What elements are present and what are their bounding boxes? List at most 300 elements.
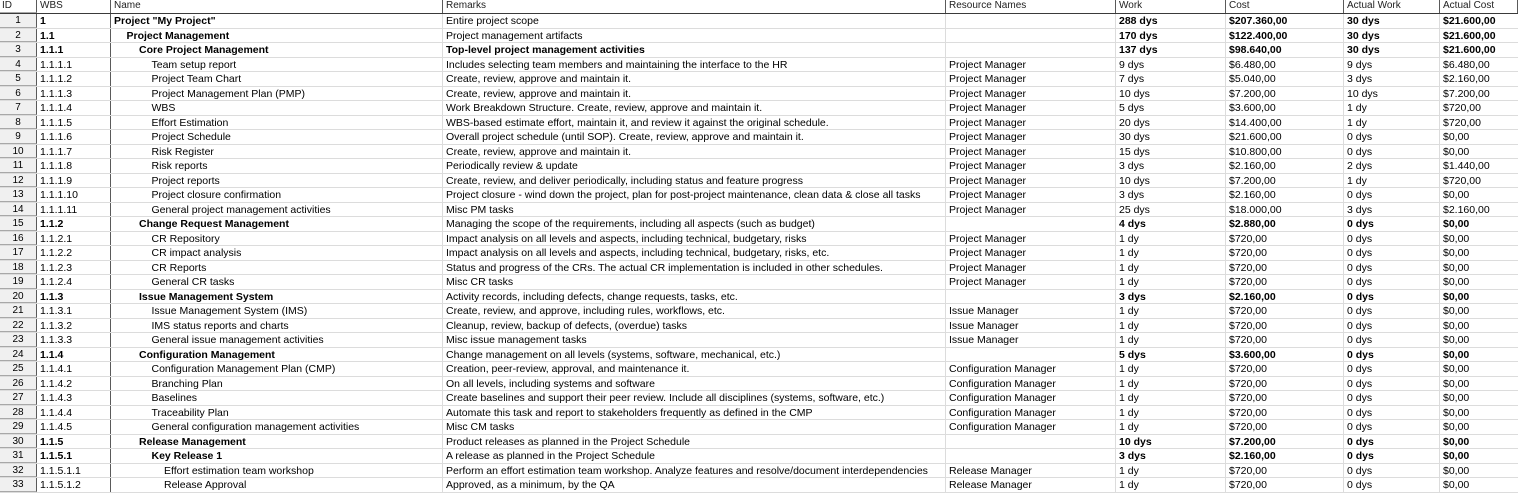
cost-cell[interactable]: $720,00 — [1226, 478, 1344, 492]
actual-work-cell[interactable]: 0 dys — [1344, 348, 1440, 362]
cost-cell[interactable]: $122.400,00 — [1226, 29, 1344, 43]
task-name-cell[interactable]: Branching Plan — [111, 377, 443, 391]
task-row[interactable] — [0, 130, 1518, 145]
wbs-cell[interactable]: 1.1.4.3 — [37, 391, 111, 405]
column-header-id[interactable]: ID — [0, 0, 37, 13]
task-name-cell[interactable]: Traceability Plan — [111, 406, 443, 420]
actual-work-cell[interactable]: 1 dy — [1344, 101, 1440, 115]
work-cell[interactable]: 1 dy — [1116, 246, 1226, 260]
column-header-work[interactable]: Work — [1116, 0, 1226, 13]
cost-cell[interactable]: $720,00 — [1226, 261, 1344, 275]
row-id-cell[interactable]: 6 — [0, 87, 37, 101]
task-row[interactable] — [0, 159, 1518, 174]
work-cell[interactable]: 3 dys — [1116, 449, 1226, 463]
task-name-cell[interactable]: Release Approval — [111, 478, 443, 492]
actual-work-cell[interactable]: 2 dys — [1344, 159, 1440, 173]
wbs-cell[interactable]: 1.1.1.2 — [37, 72, 111, 86]
resource-names-cell[interactable] — [946, 217, 1116, 231]
task-row[interactable] — [0, 362, 1518, 377]
actual-cost-cell[interactable]: $720,00 — [1443, 174, 1481, 187]
row-id-cell[interactable]: 25 — [0, 362, 37, 376]
task-name-cell[interactable]: General project management activities — [111, 203, 443, 217]
actual-cost-cell[interactable]: $720,00 — [1443, 116, 1481, 129]
remarks-cell[interactable]: A release as planned in the Project Schedule — [443, 449, 946, 463]
work-cell[interactable]: 10 dys — [1116, 435, 1226, 449]
task-name-cell[interactable]: Key Release 1 — [111, 449, 443, 463]
actual-work-cell[interactable]: 0 dys — [1344, 449, 1440, 463]
task-row[interactable] — [0, 464, 1518, 479]
cost-cell[interactable]: $18.000,00 — [1226, 203, 1344, 217]
resource-names-cell[interactable]: Release Manager — [946, 478, 1116, 492]
remarks-cell[interactable]: Create, review, and deliver periodically, including status and feature progress — [443, 174, 946, 188]
resource-names-cell[interactable]: Configuration Manager — [946, 377, 1116, 391]
task-name-cell[interactable]: Project Management — [111, 29, 443, 43]
work-cell[interactable]: 20 dys — [1116, 116, 1226, 130]
row-id-cell[interactable]: 7 — [0, 101, 37, 115]
task-row[interactable] — [0, 72, 1518, 87]
cost-cell[interactable]: $720,00 — [1226, 319, 1344, 333]
work-cell[interactable]: 7 dys — [1116, 72, 1226, 86]
row-id-cell[interactable]: 21 — [0, 304, 37, 318]
remarks-cell[interactable]: Managing the scope of the requirements, including all aspects (such as budget) — [443, 217, 946, 231]
cost-cell[interactable]: $3.600,00 — [1226, 101, 1344, 115]
task-row[interactable] — [0, 275, 1518, 290]
row-id-cell[interactable]: 32 — [0, 464, 37, 478]
resource-names-cell[interactable]: Configuration Manager — [946, 391, 1116, 405]
task-name-cell[interactable]: Risk Register — [111, 145, 443, 159]
task-row[interactable] — [0, 174, 1518, 189]
cost-cell[interactable]: $7.200,00 — [1226, 174, 1344, 188]
actual-cost-cell[interactable]: $2.160,00 — [1443, 73, 1490, 85]
wbs-cell[interactable]: 1.1 — [37, 29, 111, 43]
task-row[interactable] — [0, 420, 1518, 435]
actual-work-cell[interactable]: 30 dys — [1344, 29, 1440, 43]
actual-work-cell[interactable]: 0 dys — [1344, 420, 1440, 434]
task-row[interactable] — [0, 188, 1518, 203]
remarks-cell[interactable]: Misc CM tasks — [443, 420, 946, 434]
remarks-cell[interactable]: Create, review, and approve, including rules, workflows, etc. — [443, 304, 946, 318]
actual-cost-cell[interactable]: $0,00 — [1443, 218, 1470, 230]
resource-names-cell[interactable]: Issue Manager — [946, 304, 1116, 318]
actual-cost-cell[interactable]: $0,00 — [1443, 377, 1470, 390]
column-header-cost[interactable]: Cost — [1226, 0, 1344, 13]
actual-cost-cell[interactable]: $0,00 — [1443, 305, 1470, 317]
column-header-resource-names[interactable]: Resource Names — [946, 0, 1116, 13]
cost-cell[interactable]: $207.360,00 — [1226, 14, 1344, 28]
task-name-cell[interactable]: Configuration Management — [111, 348, 443, 362]
resource-names-cell[interactable]: Project Manager — [946, 72, 1116, 86]
remarks-cell[interactable]: Activity records, including defects, change requests, tasks, etc. — [443, 290, 946, 304]
actual-work-cell[interactable]: 0 dys — [1344, 362, 1440, 376]
resource-names-cell[interactable]: Project Manager — [946, 159, 1116, 173]
work-cell[interactable]: 25 dys — [1116, 203, 1226, 217]
wbs-cell[interactable]: 1.1.1.9 — [37, 174, 111, 188]
task-name-cell[interactable]: Effort Estimation — [111, 116, 443, 130]
task-name-cell[interactable]: Change Request Management — [111, 217, 443, 231]
wbs-cell[interactable]: 1.1.1.3 — [37, 87, 111, 101]
task-row[interactable] — [0, 58, 1518, 73]
cost-cell[interactable]: $720,00 — [1226, 420, 1344, 434]
wbs-cell[interactable]: 1.1.2.2 — [37, 246, 111, 260]
cost-cell[interactable]: $2.880,00 — [1226, 217, 1344, 231]
wbs-cell[interactable]: 1.1.1 — [37, 43, 111, 57]
wbs-cell[interactable]: 1.1.5.1.2 — [37, 478, 111, 492]
remarks-cell[interactable]: Approved, as a minimum, by the QA — [443, 478, 946, 492]
work-cell[interactable]: 1 dy — [1116, 377, 1226, 391]
wbs-cell[interactable]: 1.1.3.1 — [37, 304, 111, 318]
task-name-cell[interactable]: Issue Management System (IMS) — [111, 304, 443, 318]
remarks-cell[interactable]: Includes selecting team members and maintaining the interface to the HR — [443, 58, 946, 72]
task-row[interactable] — [0, 391, 1518, 406]
remarks-cell[interactable]: Create, review, approve and maintain it. — [443, 87, 946, 101]
task-row[interactable] — [0, 145, 1518, 160]
actual-cost-cell[interactable]: $720,00 — [1443, 102, 1481, 114]
actual-work-cell[interactable]: 3 dys — [1344, 72, 1440, 86]
cost-cell[interactable]: $720,00 — [1226, 464, 1344, 478]
resource-names-cell[interactable] — [946, 43, 1116, 57]
row-id-cell[interactable]: 33 — [0, 478, 37, 492]
work-cell[interactable]: 10 dys — [1116, 174, 1226, 188]
wbs-cell[interactable]: 1.1.4.1 — [37, 362, 111, 376]
task-name-cell[interactable]: Project closure confirmation — [111, 188, 443, 202]
summary-task-row[interactable] — [0, 14, 1518, 29]
wbs-cell[interactable]: 1.1.4.2 — [37, 377, 111, 391]
work-cell[interactable]: 1 dy — [1116, 478, 1226, 492]
column-header-wbs[interactable]: WBS — [37, 0, 111, 13]
work-cell[interactable]: 3 dys — [1116, 188, 1226, 202]
task-row[interactable] — [0, 304, 1518, 319]
task-name-cell[interactable]: General CR tasks — [111, 275, 443, 289]
cost-cell[interactable]: $2.160,00 — [1226, 188, 1344, 202]
work-cell[interactable]: 3 dys — [1116, 159, 1226, 173]
cost-cell[interactable]: $98.640,00 — [1226, 43, 1344, 57]
actual-cost-cell[interactable]: $0,00 — [1443, 348, 1470, 361]
remarks-cell[interactable]: Perform an effort estimation team workshop. Analyze features and resolve/document interdependencies — [443, 464, 946, 478]
wbs-cell[interactable]: 1.1.2.3 — [37, 261, 111, 275]
remarks-cell[interactable]: Misc issue management tasks — [443, 333, 946, 347]
wbs-cell[interactable]: 1.1.4 — [37, 348, 111, 362]
row-id-cell[interactable]: 9 — [0, 130, 37, 144]
summary-task-row[interactable] — [0, 348, 1518, 363]
actual-work-cell[interactable]: 0 dys — [1344, 261, 1440, 275]
task-name-cell[interactable]: Project "My Project" — [111, 14, 443, 28]
actual-work-cell[interactable]: 0 dys — [1344, 391, 1440, 405]
row-id-cell[interactable]: 3 — [0, 43, 37, 57]
row-id-cell[interactable]: 1 — [0, 14, 37, 28]
row-id-cell[interactable]: 14 — [0, 203, 37, 217]
cost-cell[interactable]: $3.600,00 — [1226, 348, 1344, 362]
work-cell[interactable]: 1 dy — [1116, 420, 1226, 434]
column-header-actual-work[interactable]: Actual Work — [1344, 0, 1440, 13]
cost-cell[interactable]: $7.200,00 — [1226, 435, 1344, 449]
resource-names-cell[interactable]: Project Manager — [946, 232, 1116, 246]
row-id-cell[interactable]: 26 — [0, 377, 37, 391]
wbs-cell[interactable]: 1.1.2 — [37, 217, 111, 231]
resource-names-cell[interactable]: Project Manager — [946, 261, 1116, 275]
resource-names-cell[interactable]: Project Manager — [946, 145, 1116, 159]
remarks-cell[interactable]: Periodically review & update — [443, 159, 946, 173]
resource-names-cell[interactable]: Issue Manager — [946, 333, 1116, 347]
resource-names-cell[interactable]: Issue Manager — [946, 319, 1116, 333]
work-cell[interactable]: 1 dy — [1116, 362, 1226, 376]
task-name-cell[interactable]: CR Reports — [111, 261, 443, 275]
remarks-cell[interactable]: Overall project schedule (until SOP). Create, review, approve and maintain it. — [443, 130, 946, 144]
work-cell[interactable]: 137 dys — [1116, 43, 1226, 57]
wbs-cell[interactable]: 1.1.1.8 — [37, 159, 111, 173]
actual-cost-cell[interactable]: $6.480,00 — [1443, 58, 1490, 71]
wbs-cell[interactable]: 1.1.1.11 — [37, 203, 111, 217]
task-row[interactable] — [0, 232, 1518, 247]
task-name-cell[interactable]: Team setup report — [111, 58, 443, 72]
actual-work-cell[interactable]: 0 dys — [1344, 319, 1440, 333]
resource-names-cell[interactable]: Project Manager — [946, 116, 1116, 130]
wbs-cell[interactable]: 1.1.5 — [37, 435, 111, 449]
work-cell[interactable]: 5 dys — [1116, 348, 1226, 362]
row-id-cell[interactable]: 4 — [0, 58, 37, 72]
actual-cost-cell[interactable]: $0,00 — [1443, 421, 1470, 433]
actual-cost-cell[interactable]: $0,00 — [1443, 464, 1470, 477]
actual-work-cell[interactable]: 10 dys — [1344, 87, 1440, 101]
row-id-cell[interactable]: 2 — [0, 29, 37, 43]
cost-cell[interactable]: $720,00 — [1226, 246, 1344, 260]
summary-task-row[interactable] — [0, 435, 1518, 450]
remarks-cell[interactable]: Work Breakdown Structure. Create, review, approve and maintain it. — [443, 101, 946, 115]
actual-cost-cell[interactable]: $0,00 — [1443, 261, 1470, 274]
work-cell[interactable]: 10 dys — [1116, 87, 1226, 101]
work-cell[interactable]: 1 dy — [1116, 406, 1226, 420]
resource-names-cell[interactable]: Project Manager — [946, 87, 1116, 101]
wbs-cell[interactable]: 1 — [37, 14, 111, 28]
actual-cost-cell[interactable]: $1.440,00 — [1443, 160, 1490, 172]
actual-work-cell[interactable]: 30 dys — [1344, 43, 1440, 57]
cost-cell[interactable]: $2.160,00 — [1226, 159, 1344, 173]
task-name-cell[interactable]: Release Management — [111, 435, 443, 449]
remarks-cell[interactable]: Create, review, approve and maintain it. — [443, 145, 946, 159]
remarks-cell[interactable]: Misc CR tasks — [443, 275, 946, 289]
row-id-cell[interactable]: 27 — [0, 391, 37, 405]
work-cell[interactable]: 3 dys — [1116, 290, 1226, 304]
resource-names-cell[interactable]: Project Manager — [946, 275, 1116, 289]
task-name-cell[interactable]: Core Project Management — [111, 43, 443, 57]
work-cell[interactable]: 30 dys — [1116, 130, 1226, 144]
cost-cell[interactable]: $14.400,00 — [1226, 116, 1344, 130]
summary-task-row[interactable] — [0, 449, 1518, 464]
task-name-cell[interactable]: Project reports — [111, 174, 443, 188]
actual-work-cell[interactable]: 0 dys — [1344, 290, 1440, 304]
row-id-cell[interactable]: 23 — [0, 333, 37, 347]
row-id-cell[interactable]: 17 — [0, 246, 37, 260]
actual-work-cell[interactable]: 0 dys — [1344, 188, 1440, 202]
task-name-cell[interactable]: General configuration management activities — [111, 420, 443, 434]
actual-cost-cell[interactable]: $21.600,00 — [1443, 44, 1496, 56]
actual-cost-cell[interactable]: $0,00 — [1443, 479, 1470, 491]
task-row[interactable] — [0, 116, 1518, 131]
actual-cost-cell[interactable]: $0,00 — [1443, 392, 1470, 404]
resource-names-cell[interactable] — [946, 14, 1116, 28]
row-id-cell[interactable]: 22 — [0, 319, 37, 333]
task-name-cell[interactable]: IMS status reports and charts — [111, 319, 443, 333]
wbs-cell[interactable]: 1.1.1.6 — [37, 130, 111, 144]
column-header-remarks[interactable]: Remarks — [443, 0, 946, 13]
row-id-cell[interactable]: 13 — [0, 188, 37, 202]
actual-work-cell[interactable]: 0 dys — [1344, 145, 1440, 159]
remarks-cell[interactable]: Project closure - wind down the project, plan for post-project maintenance, clean data & close all tasks — [443, 188, 946, 202]
work-cell[interactable]: 1 dy — [1116, 275, 1226, 289]
wbs-cell[interactable]: 1.1.4.4 — [37, 406, 111, 420]
actual-work-cell[interactable]: 0 dys — [1344, 217, 1440, 231]
work-cell[interactable]: 170 dys — [1116, 29, 1226, 43]
task-row[interactable] — [0, 319, 1518, 334]
actual-work-cell[interactable]: 0 dys — [1344, 435, 1440, 449]
resource-names-cell[interactable]: Project Manager — [946, 174, 1116, 188]
cost-cell[interactable]: $7.200,00 — [1226, 87, 1344, 101]
remarks-cell[interactable]: Entire project scope — [443, 14, 946, 28]
cost-cell[interactable]: $720,00 — [1226, 275, 1344, 289]
row-id-cell[interactable]: 11 — [0, 159, 37, 173]
resource-names-cell[interactable] — [946, 290, 1116, 304]
cost-cell[interactable]: $2.160,00 — [1226, 449, 1344, 463]
work-cell[interactable]: 1 dy — [1116, 464, 1226, 478]
resource-names-cell[interactable]: Project Manager — [946, 246, 1116, 260]
remarks-cell[interactable]: On all levels, including systems and software — [443, 377, 946, 391]
actual-cost-cell[interactable]: $0,00 — [1443, 247, 1470, 259]
actual-work-cell[interactable]: 0 dys — [1344, 464, 1440, 478]
wbs-cell[interactable]: 1.1.1.10 — [37, 188, 111, 202]
task-name-cell[interactable]: Configuration Management Plan (CMP) — [111, 362, 443, 376]
row-id-cell[interactable]: 29 — [0, 420, 37, 434]
wbs-cell[interactable]: 1.1.1.5 — [37, 116, 111, 130]
cost-cell[interactable]: $720,00 — [1226, 362, 1344, 376]
work-cell[interactable]: 9 dys — [1116, 58, 1226, 72]
row-id-cell[interactable]: 31 — [0, 449, 37, 463]
resource-names-cell[interactable]: Configuration Manager — [946, 420, 1116, 434]
resource-names-cell[interactable]: Configuration Manager — [946, 362, 1116, 376]
work-cell[interactable]: 15 dys — [1116, 145, 1226, 159]
cost-cell[interactable]: $5.040,00 — [1226, 72, 1344, 86]
cost-cell[interactable]: $720,00 — [1226, 391, 1344, 405]
remarks-cell[interactable]: Creation, peer-review, approval, and maintenance it. — [443, 362, 946, 376]
remarks-cell[interactable]: WBS-based estimate effort, maintain it, and review it against the original schedule. — [443, 116, 946, 130]
actual-work-cell[interactable]: 30 dys — [1344, 14, 1440, 28]
actual-work-cell[interactable]: 1 dy — [1344, 174, 1440, 188]
cost-cell[interactable]: $6.480,00 — [1226, 58, 1344, 72]
wbs-cell[interactable]: 1.1.2.1 — [37, 232, 111, 246]
task-name-cell[interactable]: Issue Management System — [111, 290, 443, 304]
task-name-cell[interactable]: Baselines — [111, 391, 443, 405]
column-header-name[interactable]: Name — [111, 0, 443, 13]
work-cell[interactable]: 1 dy — [1116, 232, 1226, 246]
cost-cell[interactable]: $10.800,00 — [1226, 145, 1344, 159]
row-id-cell[interactable]: 19 — [0, 275, 37, 289]
wbs-cell[interactable]: 1.1.4.5 — [37, 420, 111, 434]
resource-names-cell[interactable]: Project Manager — [946, 58, 1116, 72]
actual-work-cell[interactable]: 0 dys — [1344, 275, 1440, 289]
wbs-cell[interactable]: 1.1.3 — [37, 290, 111, 304]
row-id-cell[interactable]: 8 — [0, 116, 37, 130]
wbs-cell[interactable]: 1.1.1.4 — [37, 101, 111, 115]
row-id-cell[interactable]: 18 — [0, 261, 37, 275]
remarks-cell[interactable]: Automate this task and report to stakeholders frequently as defined in the CMP — [443, 406, 946, 420]
work-cell[interactable]: 1 dy — [1116, 333, 1226, 347]
actual-cost-cell[interactable]: $0,00 — [1443, 276, 1470, 288]
resource-names-cell[interactable] — [946, 29, 1116, 43]
task-name-cell[interactable]: Project Management Plan (PMP) — [111, 87, 443, 101]
resource-names-cell[interactable] — [946, 435, 1116, 449]
task-name-cell[interactable]: Risk reports — [111, 159, 443, 173]
actual-work-cell[interactable]: 0 dys — [1344, 406, 1440, 420]
resource-names-cell[interactable]: Configuration Manager — [946, 406, 1116, 420]
task-name-cell[interactable]: Project Schedule — [111, 130, 443, 144]
remarks-cell[interactable]: Create, review, approve and maintain it. — [443, 72, 946, 86]
work-cell[interactable]: 1 dy — [1116, 261, 1226, 275]
work-cell[interactable]: 1 dy — [1116, 391, 1226, 405]
row-id-cell[interactable]: 16 — [0, 232, 37, 246]
actual-cost-cell[interactable]: $21.600,00 — [1443, 15, 1496, 27]
cost-cell[interactable]: $21.600,00 — [1226, 130, 1344, 144]
wbs-cell[interactable]: 1.1.1.7 — [37, 145, 111, 159]
wbs-cell[interactable]: 1.1.5.1.1 — [37, 464, 111, 478]
actual-cost-cell[interactable]: $0,00 — [1443, 131, 1470, 143]
remarks-cell[interactable]: Product releases as planned in the Project Schedule — [443, 435, 946, 449]
resource-names-cell[interactable]: Release Manager — [946, 464, 1116, 478]
work-cell[interactable]: 288 dys — [1116, 14, 1226, 28]
actual-cost-cell[interactable]: $0,00 — [1443, 334, 1470, 346]
cost-cell[interactable]: $720,00 — [1226, 333, 1344, 347]
row-id-cell[interactable]: 30 — [0, 435, 37, 449]
wbs-cell[interactable]: 1.1.3.3 — [37, 333, 111, 347]
actual-work-cell[interactable]: 0 dys — [1344, 246, 1440, 260]
task-row[interactable] — [0, 377, 1518, 392]
actual-work-cell[interactable]: 0 dys — [1344, 304, 1440, 318]
resource-names-cell[interactable]: Project Manager — [946, 130, 1116, 144]
work-cell[interactable]: 1 dy — [1116, 319, 1226, 333]
remarks-cell[interactable]: Cleanup, review, backup of defects, (overdue) tasks — [443, 319, 946, 333]
row-id-cell[interactable]: 15 — [0, 217, 37, 231]
actual-work-cell[interactable]: 3 dys — [1344, 203, 1440, 217]
row-id-cell[interactable]: 20 — [0, 290, 37, 304]
actual-work-cell[interactable]: 0 dys — [1344, 478, 1440, 492]
row-id-cell[interactable]: 5 — [0, 72, 37, 86]
summary-task-row[interactable] — [0, 43, 1518, 58]
remarks-cell[interactable]: Change management on all levels (systems, software, mechanical, etc.) — [443, 348, 946, 362]
task-name-cell[interactable]: Effort estimation team workshop — [111, 464, 443, 478]
actual-work-cell[interactable]: 9 dys — [1344, 58, 1440, 72]
resource-names-cell[interactable] — [946, 449, 1116, 463]
task-row[interactable] — [0, 333, 1518, 348]
task-name-cell[interactable]: CR impact analysis — [111, 246, 443, 260]
task-name-cell[interactable]: Project Team Chart — [111, 72, 443, 86]
wbs-cell[interactable]: 1.1.3.2 — [37, 319, 111, 333]
work-cell[interactable]: 5 dys — [1116, 101, 1226, 115]
task-name-cell[interactable]: General issue management activities — [111, 333, 443, 347]
summary-task-row[interactable] — [0, 290, 1518, 305]
remarks-cell[interactable]: Impact analysis on all levels and aspects, including technical, budgetary, risks, etc. — [443, 246, 946, 260]
task-row[interactable] — [0, 203, 1518, 218]
cost-cell[interactable]: $2.160,00 — [1226, 290, 1344, 304]
task-row[interactable] — [0, 246, 1518, 261]
remarks-cell[interactable]: Create baselines and support their peer review. Include all disciplines (systems, software, etc.) — [443, 391, 946, 405]
actual-cost-cell[interactable]: $0,00 — [1443, 319, 1470, 332]
remarks-cell[interactable]: Top-level project management activities — [443, 43, 946, 57]
actual-work-cell[interactable]: 0 dys — [1344, 232, 1440, 246]
wbs-cell[interactable]: 1.1.5.1 — [37, 449, 111, 463]
cost-cell[interactable]: $720,00 — [1226, 232, 1344, 246]
row-id-cell[interactable]: 10 — [0, 145, 37, 159]
resource-names-cell[interactable]: Project Manager — [946, 203, 1116, 217]
summary-task-row[interactable] — [0, 29, 1518, 44]
cost-cell[interactable]: $720,00 — [1226, 377, 1344, 391]
remarks-cell[interactable]: Status and progress of the CRs. The actual CR implementation is included in other schedules. — [443, 261, 946, 275]
